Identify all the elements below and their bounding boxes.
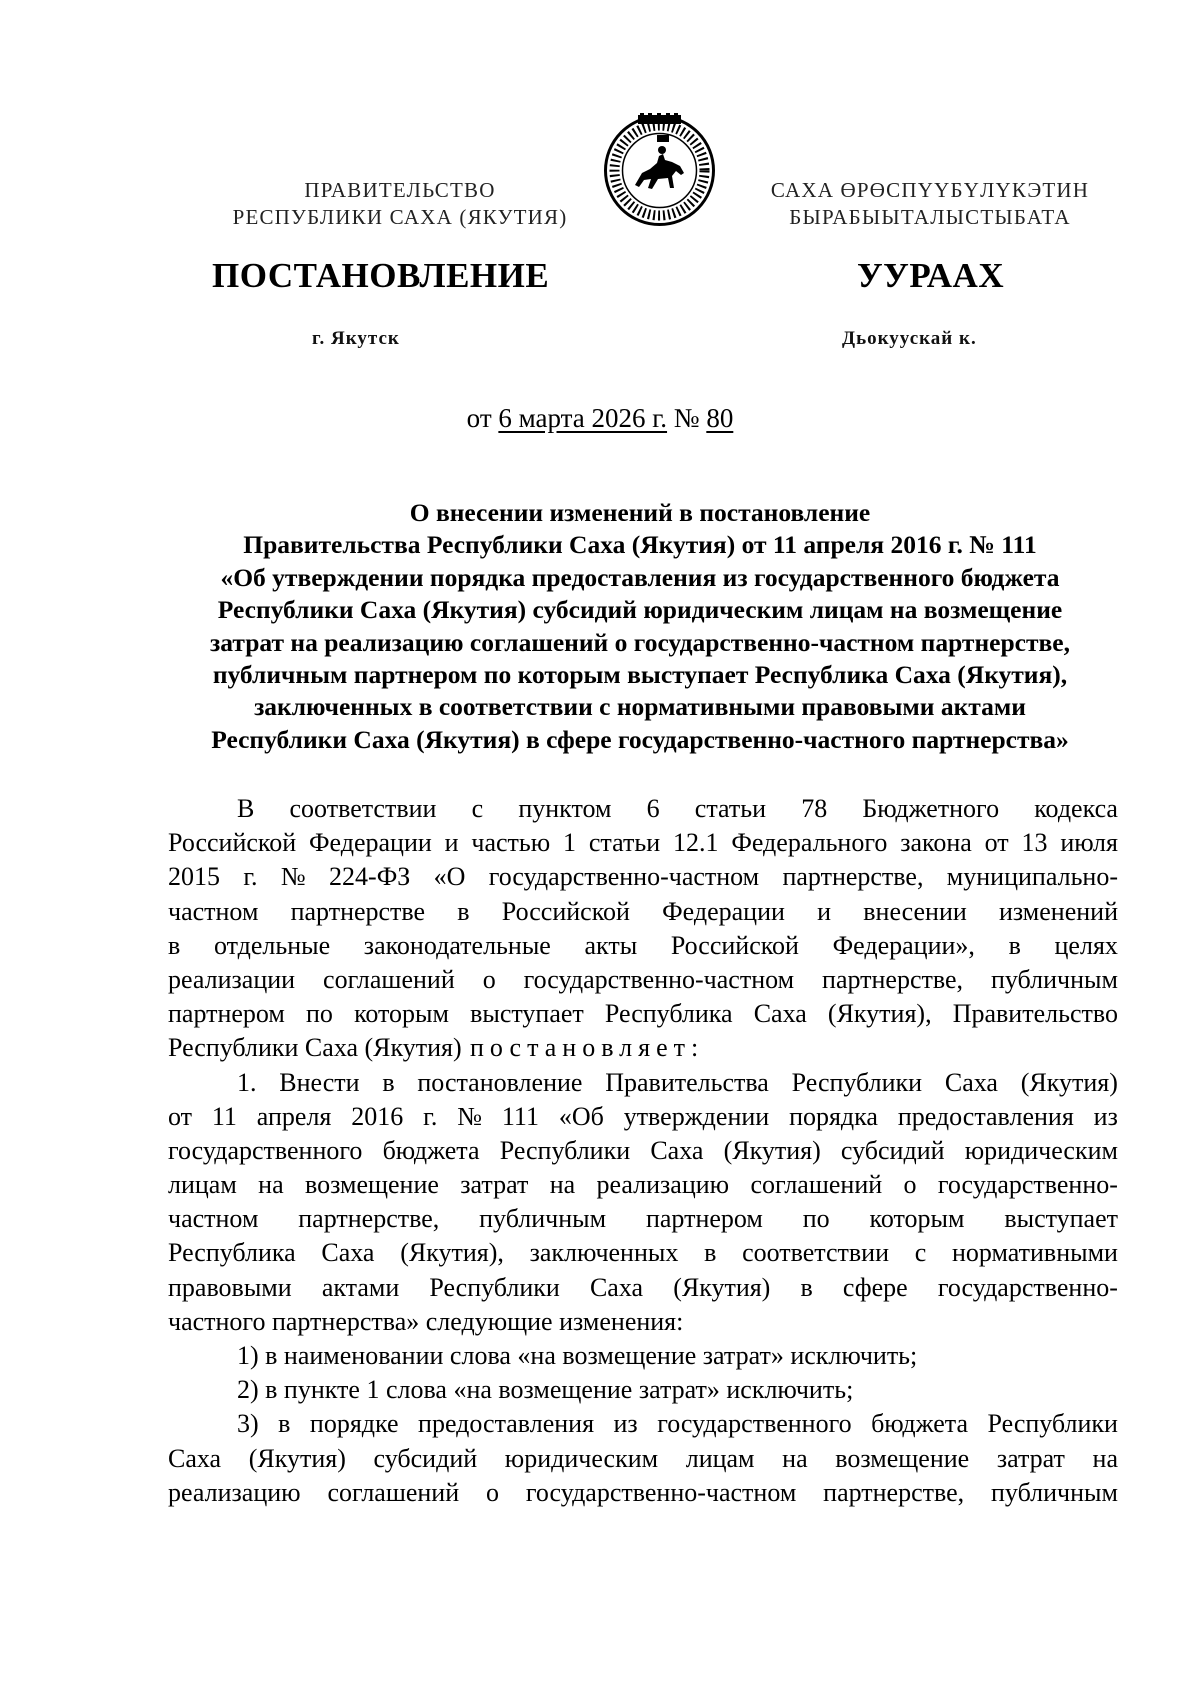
- body-word: Саха: [650, 1135, 704, 1165]
- body-word: выступает: [1004, 1204, 1118, 1234]
- body-word: из: [1093, 1101, 1118, 1131]
- body-word: Саха: [944, 1067, 998, 1097]
- body-word: В: [237, 794, 255, 823]
- body-word: в: [704, 1238, 717, 1268]
- body-word: на: [1092, 1443, 1118, 1473]
- body-word: публичным: [479, 1204, 607, 1234]
- document-number: 80: [706, 403, 734, 433]
- body-word: Российской: [168, 828, 297, 858]
- city-sah: Дьокуускай к.: [842, 328, 977, 349]
- org-name-sah-line2: БЫРАБЫЫТАЛЫСТЫБАТА: [789, 205, 1071, 229]
- body-text: Республики Саха (Якутия): [168, 1033, 462, 1063]
- body-word: порядке: [309, 1409, 399, 1439]
- body-line: [168, 1100, 1118, 1134]
- body-word: статьи: [588, 828, 661, 858]
- title-line: затрат на реализацию соглашений о государственно-частном партнерстве,: [210, 627, 1070, 657]
- body-word: утверждении: [623, 1101, 770, 1131]
- body-word: акты: [584, 930, 638, 960]
- body-word: соответствии: [289, 794, 437, 823]
- body-word: предоставления: [418, 1409, 595, 1439]
- body-text: частного партнерства» следующие изменения:: [168, 1306, 684, 1336]
- body-line: [168, 1168, 1118, 1202]
- body-word: Республики: [791, 1067, 923, 1097]
- body-word: нормативными: [951, 1238, 1118, 1268]
- body-word: (Якутия): [248, 1443, 346, 1473]
- body-word: государственного: [168, 1135, 363, 1165]
- body-word: выступает: [470, 999, 584, 1029]
- body-word: 2015: [168, 862, 220, 892]
- body-word: с: [914, 1238, 927, 1268]
- body-word: Республика: [168, 1238, 296, 1268]
- body-word: затрат: [996, 1443, 1065, 1473]
- body-word: партнером: [645, 1204, 763, 1234]
- body-word: лицам: [168, 1170, 237, 1200]
- body-text: 1) в наименовании слова «на возмещение затрат» исключить;: [237, 1341, 918, 1370]
- body-word: 3): [237, 1409, 259, 1439]
- body-word: 6: [646, 794, 660, 823]
- body-word: соглашений: [327, 1477, 460, 1507]
- date-line: [0, 403, 1200, 434]
- body-word: 13: [1021, 828, 1048, 858]
- body-word: из: [613, 1409, 638, 1439]
- document-date: 6 марта 2026 г.: [498, 403, 668, 433]
- body-word: возмещение: [835, 1443, 970, 1473]
- body-word: Российской: [501, 896, 630, 926]
- body-word: Бюджетного: [862, 794, 1000, 823]
- body-word: соответствии: [742, 1238, 889, 1268]
- body-word: субсидий: [840, 1135, 945, 1165]
- body-word: Республика: [604, 999, 733, 1029]
- body-line: [168, 963, 1118, 997]
- body-word: которым: [869, 1204, 965, 1234]
- body-word: Федерации»,: [832, 930, 975, 960]
- body-line: [168, 1476, 1118, 1510]
- body-word: о: [486, 1477, 499, 1507]
- body-word: по: [306, 999, 333, 1029]
- body-line: [168, 1066, 1118, 1100]
- body-word: которым: [354, 999, 449, 1029]
- body-word: публичным: [991, 1477, 1118, 1507]
- body-word: в: [457, 896, 470, 926]
- body-word: государственно-частном: [488, 862, 760, 892]
- body-word: частном: [168, 896, 259, 926]
- body-word: на: [258, 1170, 284, 1200]
- body-word: Саха: [589, 1272, 644, 1302]
- body-word: соглашений: [323, 964, 455, 994]
- body-word: реализацию: [596, 1170, 730, 1200]
- body-word: и: [817, 896, 832, 926]
- body-word: возмещение: [304, 1170, 439, 1200]
- doc-type-sah: УУРААХ: [857, 256, 1005, 295]
- body-word: закона: [900, 828, 972, 858]
- body-word: Саха: [321, 1238, 375, 1268]
- body-text-spaced: постановляет:: [469, 1033, 705, 1063]
- body-line: [168, 860, 1118, 894]
- body-word: государственно-частном: [525, 1477, 797, 1507]
- body-line: [168, 1407, 1118, 1441]
- body-word: государственно-частном: [523, 964, 795, 994]
- body-word: Правительства: [605, 1067, 769, 1097]
- body-word: «Об: [558, 1101, 604, 1131]
- body-word: государственно-: [937, 1272, 1118, 1302]
- body-word: Республики: [987, 1409, 1118, 1439]
- body-word: на: [782, 1443, 808, 1473]
- body-word: Правительство: [952, 999, 1118, 1029]
- body-word: на: [549, 1170, 576, 1200]
- body-word: в: [382, 1067, 395, 1097]
- body-word: 11: [211, 1101, 237, 1131]
- body-word: субсидий: [373, 1443, 478, 1473]
- date-prefix: от: [466, 403, 492, 433]
- body-word: частном: [168, 1204, 259, 1234]
- document-body: [168, 792, 1118, 1510]
- body-word: бюджета: [382, 1135, 480, 1165]
- org-name-sah: [735, 177, 1125, 231]
- coat-of-arms-icon: [602, 113, 717, 228]
- body-line: [168, 929, 1118, 963]
- body-word: г.: [423, 1101, 438, 1131]
- body-word: в: [800, 1272, 813, 1302]
- body-word: г.: [243, 862, 258, 892]
- body-word: по: [802, 1204, 830, 1234]
- body-word: в: [1008, 930, 1021, 960]
- body-word: 1: [563, 828, 577, 858]
- body-word: и: [444, 828, 459, 858]
- body-word: апреля: [256, 1101, 332, 1131]
- body-word: изменений: [998, 896, 1118, 926]
- number-sign: №: [673, 403, 700, 433]
- body-word: реализацию: [168, 1477, 301, 1507]
- body-word: затрат: [460, 1170, 529, 1200]
- body-word: публичным: [990, 964, 1118, 994]
- body-word: юридическим: [964, 1135, 1118, 1165]
- body-word: Федерации: [662, 896, 785, 926]
- title-line: Республики Саха (Якутия) в сфере государственно-частного партнерства»: [211, 724, 1069, 754]
- body-word: партнерстве,: [782, 862, 924, 892]
- body-word: 2016: [351, 1101, 404, 1131]
- body-word: лицам: [685, 1443, 755, 1473]
- body-word: Саха: [753, 999, 807, 1029]
- body-word: целях: [1054, 930, 1118, 960]
- body-line: [168, 997, 1118, 1031]
- body-word: бюджета: [871, 1409, 969, 1439]
- body-word: порядка: [789, 1101, 878, 1131]
- city-ru: г. Якутск: [312, 328, 400, 349]
- body-word: 111: [501, 1101, 539, 1131]
- body-word: кодекса: [1034, 794, 1118, 823]
- body-word: (Якутия): [723, 1135, 821, 1165]
- body-line: [168, 1373, 1118, 1407]
- body-word: с: [471, 794, 484, 823]
- body-word: законодательные: [363, 930, 551, 960]
- org-name-sah-line1: САХА ӨРӨСПҮҮБҮЛҮКЭТИН: [770, 178, 1090, 202]
- body-word: Российской: [670, 930, 799, 960]
- title-line: «Об утверждении порядка предоставления из государственного бюджета: [220, 562, 1060, 592]
- body-word: от: [168, 1101, 193, 1131]
- org-name-ru: [215, 177, 585, 231]
- body-word: партнерстве: [290, 896, 426, 926]
- body-word: партнерстве,: [298, 1204, 440, 1234]
- body-word: «О: [433, 862, 466, 892]
- body-word: партнерстве,: [822, 964, 964, 994]
- body-word: государственно-: [937, 1170, 1118, 1200]
- body-word: отдельные: [213, 930, 331, 960]
- body-line: [168, 792, 1118, 826]
- body-line: [168, 1134, 1118, 1168]
- body-word: (Якутия): [673, 1272, 771, 1302]
- body-word: Республики: [429, 1272, 560, 1302]
- body-word: юридическим: [504, 1443, 659, 1473]
- body-word: Федерального: [731, 828, 888, 858]
- body-word: о: [482, 964, 496, 994]
- body-word: частью: [471, 828, 551, 858]
- body-word: правовыми: [168, 1272, 292, 1302]
- body-word: (Якутия),: [827, 999, 932, 1029]
- body-line: [168, 1271, 1118, 1305]
- body-line: [168, 1236, 1118, 1270]
- body-word: соглашений: [750, 1170, 883, 1200]
- body-line: [168, 1031, 1118, 1065]
- body-text: 2) в пункте 1 слова «на возмещение затрат» исключить;: [237, 1375, 854, 1405]
- title-line: заключенных в соответствии с нормативными правовыми актами: [254, 692, 1026, 722]
- body-word: Федерации: [308, 828, 432, 858]
- body-word: внесении: [863, 896, 967, 926]
- body-word: Внести: [279, 1067, 360, 1097]
- body-word: партнером: [168, 999, 285, 1029]
- body-word: предоставления: [897, 1101, 1074, 1131]
- body-word: Саха: [168, 1443, 222, 1473]
- org-name-ru-line2: РЕСПУБЛИКИ САХА (ЯКУТИЯ): [232, 205, 568, 229]
- body-word: (Якутия),: [400, 1238, 504, 1268]
- body-line: [168, 826, 1118, 860]
- body-word: пунктом: [518, 794, 612, 823]
- body-word: №: [280, 862, 306, 892]
- document-title: [160, 497, 1120, 756]
- body-word: в: [168, 930, 181, 960]
- body-word: заключенных: [529, 1238, 679, 1268]
- body-word: 224-ФЗ: [329, 862, 411, 892]
- body-word: партнерстве,: [823, 1477, 965, 1507]
- doc-type-ru: ПОСТАНОВЛЕНИЕ: [212, 256, 550, 295]
- title-line: Правительства Республики Саха (Якутия) от 11 апреля 2016 г. № 111: [243, 530, 1037, 560]
- title-line: О внесении изменений в постановление: [409, 498, 871, 527]
- body-word: статьи: [694, 794, 767, 823]
- body-word: 78: [801, 794, 828, 823]
- body-line: [168, 1442, 1118, 1476]
- body-word: Республики: [499, 1135, 631, 1165]
- body-word: муниципально-: [946, 862, 1118, 892]
- body-word: в: [278, 1409, 291, 1439]
- body-line: [168, 1339, 1118, 1373]
- body-word: реализации: [168, 964, 296, 994]
- body-word: 12.1: [672, 828, 719, 858]
- body-word: государственного: [657, 1409, 852, 1439]
- body-word: 1.: [237, 1067, 257, 1097]
- body-word: от: [984, 828, 1009, 858]
- body-word: актами: [321, 1272, 400, 1302]
- body-word: сфере: [842, 1272, 908, 1302]
- title-line: Республики Саха (Якутия) субсидий юридическим лицам на возмещение: [217, 595, 1063, 625]
- org-name-ru-line1: ПРАВИТЕЛЬСТВО: [304, 178, 496, 202]
- title-line: публичным партнером по которым выступает Республика Саха (Якутия),: [212, 660, 1068, 690]
- body-line: [168, 895, 1118, 929]
- body-word: №: [457, 1101, 483, 1131]
- body-word: июля: [1060, 828, 1118, 858]
- body-word: (Якутия): [1020, 1067, 1118, 1097]
- body-line: [168, 1305, 1118, 1339]
- body-line: [168, 1202, 1118, 1236]
- body-word: постановление: [417, 1067, 583, 1097]
- body-word: о: [903, 1170, 917, 1200]
